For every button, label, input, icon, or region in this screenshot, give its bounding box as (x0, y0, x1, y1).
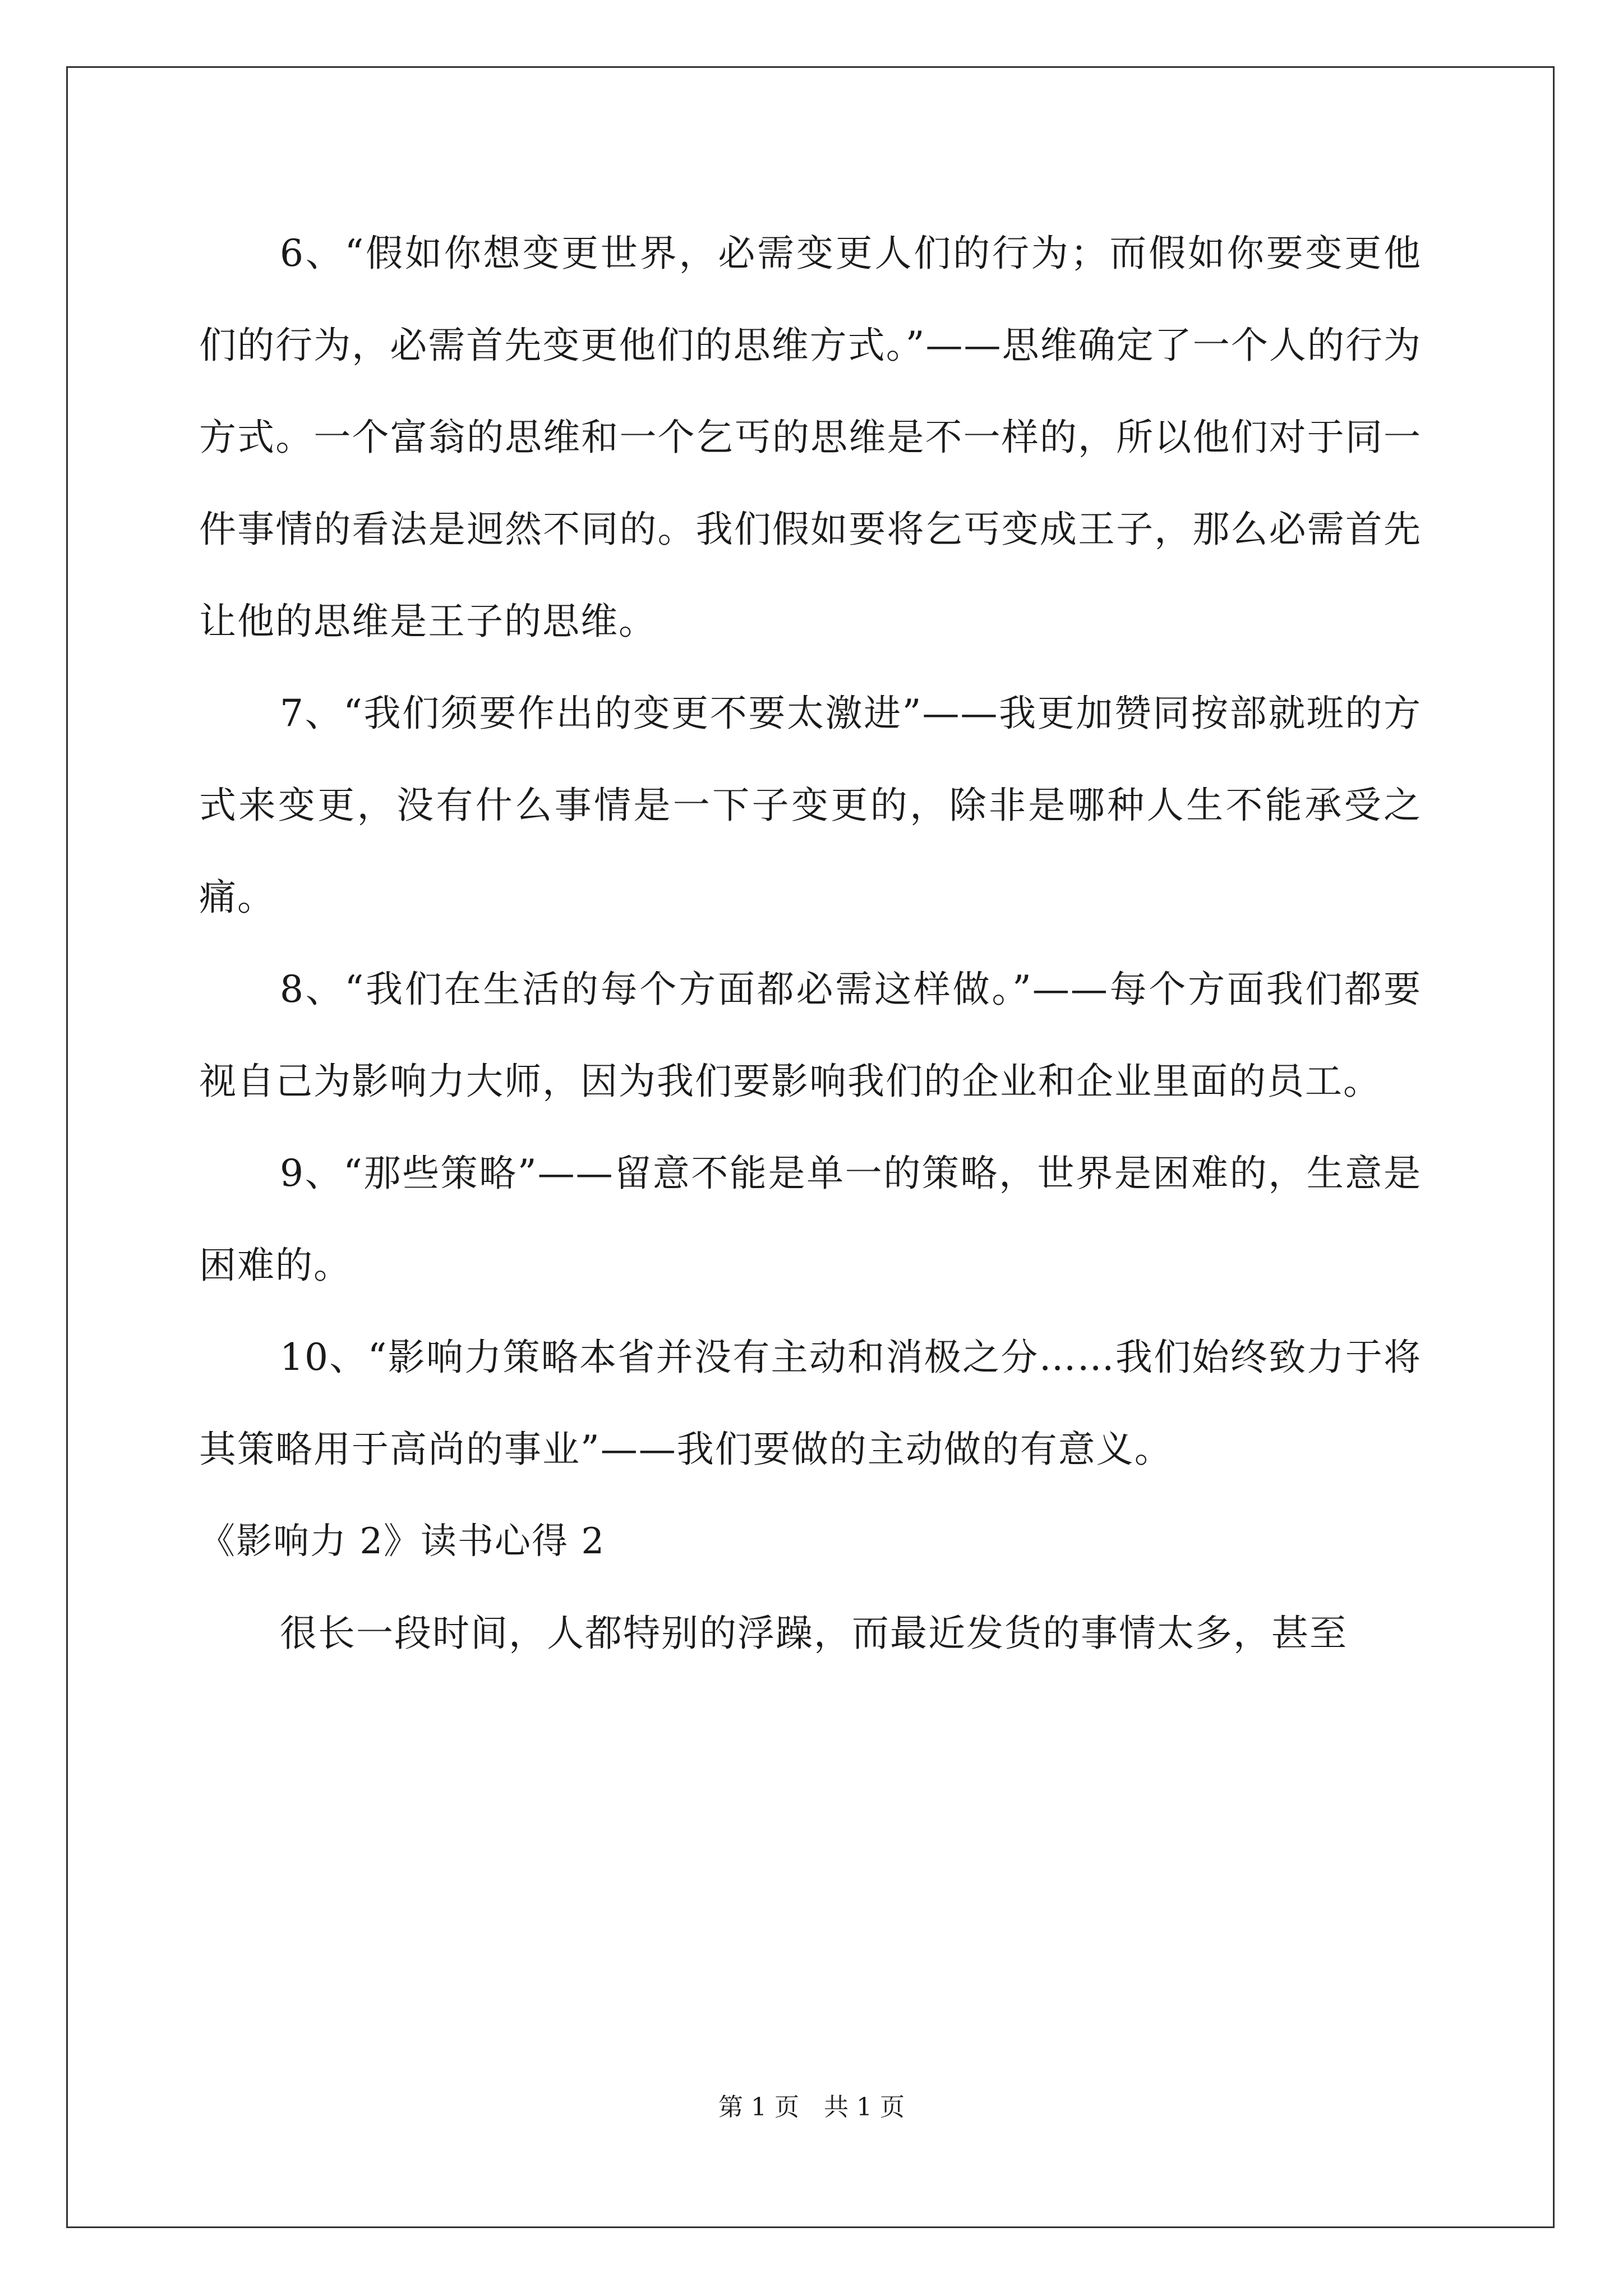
page-number: 第 1 页 (718, 2093, 799, 2122)
paragraph-10: 10、“影响力策略本省并没有主动和消极之分……我们始终致力于将其策略用于高尚的事业”——我们要做的主动做的有意义。 (199, 1336, 1422, 1471)
paragraph-8: 8、“我们在生活的每个方面都必需这样做。”——每个方面我们都要视自己为影响力大师，因为我们要影响我们的企业和企业里面的员工。 (199, 968, 1422, 1103)
paragraph-intro: 很长一段时间，人都特别的浮躁，而最近发货的事情太多，甚至 (280, 1612, 1348, 1655)
page-total: 共 1 页 (824, 2093, 905, 2122)
section-heading: 《影响力 2》读书心得 2 (199, 1521, 606, 1562)
paragraph-9: 9、“那些策略”——留意不能是单一的策略，世界是困难的，生意是困难的。 (199, 1152, 1422, 1287)
paragraph-6: 6、“假如你想变更世界，必需变更人们的行为；而假如你要变更他们的行为，必需首先变更他们的思维方式。”——思维确定了一个人的行为方式。一个富翁的思维和一个乞丐的思维是不一样的，所以他们对于同一件事情的看法是迥然不同的。我们假如要将乞丐变成王子，那么必需首先让他的思维是王子的思维。 (199, 232, 1422, 643)
document-body (199, 208, 1422, 1680)
page-footer (0, 2087, 1623, 2123)
paragraph-7: 7、“我们须要作出的变更不要太激进”——我更加赞同按部就班的方式来变更，没有什么事情是一下子变更的，除非是哪种人生不能承受之痛。 (199, 692, 1422, 919)
